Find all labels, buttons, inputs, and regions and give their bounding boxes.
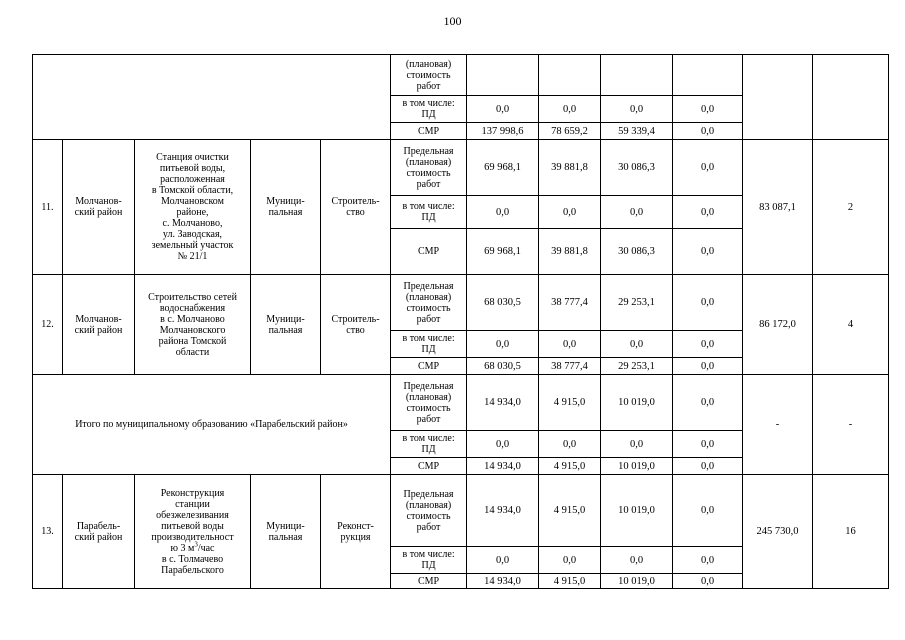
- value-cell: 0,0: [539, 331, 601, 358]
- row-number: 11.: [33, 140, 63, 275]
- district-cell: Молчанов- ский район: [63, 275, 135, 375]
- type-label: Предельная (плановая) стоимость работ: [391, 375, 467, 431]
- value-cell: 0,0: [673, 547, 743, 574]
- value-cell: 0,0: [601, 547, 673, 574]
- value-cell: 39 881,8: [539, 229, 601, 275]
- type-label: Предельная (плановая) стоимость работ: [391, 140, 467, 196]
- value-cell: 0,0: [467, 431, 539, 458]
- value-cell: 30 086,3: [601, 140, 673, 196]
- value-cell: 0,0: [673, 331, 743, 358]
- capacity-cell: -: [743, 375, 813, 475]
- value-cell: [467, 55, 539, 96]
- value-cell: 0,0: [673, 275, 743, 331]
- ownership-cell: Муници- пальная: [251, 275, 321, 375]
- value-cell: 0,0: [467, 331, 539, 358]
- type-label: в том числе: ПД: [391, 196, 467, 229]
- value-cell: 14 934,0: [467, 574, 539, 589]
- investment-table: [32, 54, 889, 589]
- value-cell: [673, 55, 743, 96]
- capacity-cell: [743, 55, 813, 140]
- object-cell: Станция очистки питьевой воды, расположенная в Томской области, Молчановском районе, с. Молчаново, ул. Заводская, земельный участок № 21/1: [135, 140, 251, 275]
- table-row: [33, 55, 889, 96]
- row-number: 12.: [33, 275, 63, 375]
- value-cell: 0,0: [673, 140, 743, 196]
- table-row: [33, 475, 889, 547]
- value-cell: 78 659,2: [539, 123, 601, 140]
- type-label: в том числе: ПД: [391, 96, 467, 123]
- type-label: Предельная (плановая) стоимость работ: [391, 475, 467, 547]
- value-cell: 4 915,0: [539, 375, 601, 431]
- value-cell: 69 968,1: [467, 229, 539, 275]
- value-cell: 38 777,4: [539, 275, 601, 331]
- value-cell: 0,0: [601, 96, 673, 123]
- capacity-cell: 83 087,1: [743, 140, 813, 275]
- value-cell: 39 881,8: [539, 140, 601, 196]
- value-cell: 0,0: [601, 331, 673, 358]
- page-number: 100: [443, 14, 462, 28]
- value-cell: 10 019,0: [601, 458, 673, 475]
- table-row: [33, 275, 889, 331]
- value-cell: 0,0: [539, 196, 601, 229]
- value-cell: 0,0: [601, 431, 673, 458]
- value-cell: 10 019,0: [601, 375, 673, 431]
- value-cell: 0,0: [467, 547, 539, 574]
- row-number: 13.: [33, 475, 63, 589]
- value-cell: 0,0: [673, 358, 743, 375]
- table-row: [33, 140, 889, 196]
- work-type-cell: Реконст- рукция: [321, 475, 391, 589]
- type-label: в том числе: ПД: [391, 547, 467, 574]
- value-cell: 14 934,0: [467, 458, 539, 475]
- value-cell: 10 019,0: [601, 475, 673, 547]
- value-cell: 4 915,0: [539, 475, 601, 547]
- value-cell: 38 777,4: [539, 358, 601, 375]
- capacity-cell: 86 172,0: [743, 275, 813, 375]
- value-cell: 0,0: [673, 229, 743, 275]
- value-cell: 68 030,5: [467, 358, 539, 375]
- value-cell: 0,0: [467, 96, 539, 123]
- total-label: Итого по муниципальному образованию «Парабельский район»: [33, 375, 391, 475]
- work-type-cell: Строитель- ство: [321, 140, 391, 275]
- value-cell: 68 030,5: [467, 275, 539, 331]
- ownership-cell: Муници- пальная: [251, 140, 321, 275]
- ownership-cell: Муници- пальная: [251, 475, 321, 589]
- col-last-cell: [813, 55, 889, 140]
- district-cell: Молчанов- ский район: [63, 140, 135, 275]
- value-cell: 137 998,6: [467, 123, 539, 140]
- value-cell: 0,0: [673, 123, 743, 140]
- value-cell: 59 339,4: [601, 123, 673, 140]
- value-cell: 0,0: [539, 431, 601, 458]
- value-cell: 0,0: [673, 431, 743, 458]
- value-cell: 69 968,1: [467, 140, 539, 196]
- value-cell: 0,0: [601, 196, 673, 229]
- value-cell: 0,0: [539, 547, 601, 574]
- object-cell: Строительство сетей водоснабжения в с. Молчаново Молчановского района Томской области: [135, 275, 251, 375]
- value-cell: [539, 55, 601, 96]
- col-last-cell: 2: [813, 140, 889, 275]
- type-label: СМР: [391, 458, 467, 475]
- type-label: в том числе: ПД: [391, 331, 467, 358]
- type-label: Предельная (плановая) стоимость работ: [391, 275, 467, 331]
- value-cell: 0,0: [673, 96, 743, 123]
- value-cell: 0,0: [673, 475, 743, 547]
- type-label: СМР: [391, 574, 467, 589]
- type-label: СМР: [391, 123, 467, 140]
- value-cell: 0,0: [673, 574, 743, 589]
- superscript: 3: [194, 540, 198, 549]
- col-last-cell: 16: [813, 475, 889, 589]
- value-cell: 0,0: [673, 458, 743, 475]
- col-last-cell: 4: [813, 275, 889, 375]
- value-cell: 0,0: [467, 196, 539, 229]
- value-cell: 0,0: [539, 96, 601, 123]
- type-label: СМР: [391, 358, 467, 375]
- type-label: (плановая) стоимость работ: [391, 55, 467, 96]
- district-cell: Парабель- ский район: [63, 475, 135, 589]
- value-cell: 4 915,0: [539, 574, 601, 589]
- capacity-cell: 245 730,0: [743, 475, 813, 589]
- value-cell: 14 934,0: [467, 475, 539, 547]
- value-cell: 10 019,0: [601, 574, 673, 589]
- value-cell: 30 086,3: [601, 229, 673, 275]
- value-cell: 4 915,0: [539, 458, 601, 475]
- value-cell: 29 253,1: [601, 358, 673, 375]
- value-cell: 29 253,1: [601, 275, 673, 331]
- value-cell: 14 934,0: [467, 375, 539, 431]
- type-label: СМР: [391, 229, 467, 275]
- work-type-cell: Строитель- ство: [321, 275, 391, 375]
- object-cell: Реконструкция станции обезжелезивания питьевой воды производительност ю 3 $м^3$/час в с. Толмачево Парабельского: [135, 475, 251, 589]
- value-cell: 0,0: [673, 196, 743, 229]
- empty-cell: [33, 55, 391, 140]
- value-cell: [601, 55, 673, 96]
- table-row: [33, 375, 889, 431]
- type-label: в том числе: ПД: [391, 431, 467, 458]
- value-cell: 0,0: [673, 375, 743, 431]
- col-last-cell: -: [813, 375, 889, 475]
